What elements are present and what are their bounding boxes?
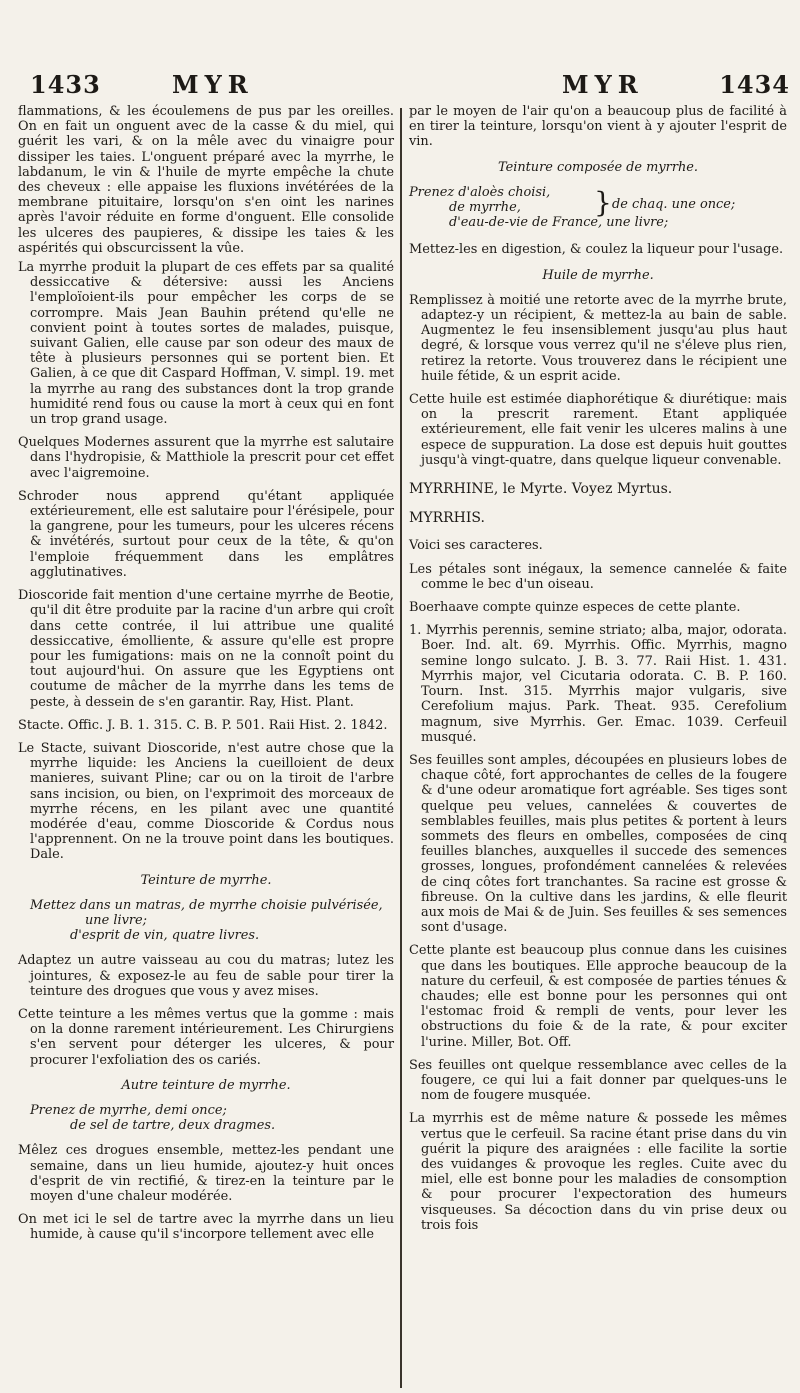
species-entry: 1. Myrrhis perennis, semine striato; alba, major, odorata. Boer. Ind. alt. 69. Myrrhis. Offic. Myrrhis, magno semine longo sulcato. J. B. 3. 77. Raii Hist. 1. 431. Myrrhis major, vel Cicutaria odorata. C. B. P. 160. Tourn. Inst. 315. Myrrhis major vulgaris, sive Cerefolium majus. Park. Theat. 935. Cerefolium magnum, sive Myrrhis. Ger. Emac. 1039. Cerfeuil musqué. <box>409 623 787 745</box>
paragraph: Schroder nous apprend qu'étant appliquée extérieurement, elle est salutaire pour l'érésipele, pour la gangrene, pour les tumeurs, pour les ulceres récens & invétérés, surtout pour ceux de la tête, & qu'on l'emploie fréquemment dans les emplâtres agglutinatives. <box>18 488 394 580</box>
recipe-line: d'eau-de-vie de France, une livre; <box>449 215 669 231</box>
recipe-line: d'esprit de vin, quatre livres. <box>70 928 260 944</box>
recipe-line: de sel de tartre, deux dragmes. <box>70 1118 276 1134</box>
recipe-heading: Autre teinture de myrrhe. <box>121 1077 291 1093</box>
recipe-lines <box>18 1103 394 1133</box>
page-number-right: 1434 <box>719 70 790 99</box>
paragraph: Les pétales sont inégaux, la semence cannelée & faite comme le bec d'un oiseau. <box>409 561 787 592</box>
paragraph: La myrrhis est de même nature & possede les mêmes vertus que le cerfeuil. Sa racine étant prise dans du vin guérit la piqure des araignées : elle facilite la sortie des vuidanges & provoque les regles. Cuite avec du miel, elle est bonne pour les maladies de consomption & pour procurer l'expectoration des humeurs visqueuses. Sa décoction dans du vin prise deux ou trois fois <box>409 1111 787 1233</box>
paragraph: Ses feuilles sont amples, découpées en plusieurs lobes de chaque côté, fort approchantes de celles de la fougere & d'une odeur aromatique fort agréable. Ses tiges sont quelque peu velues, cannelées & couvertes de semblables feuilles, mais plus petites & portent à leurs sommets des fleurs en ombelles, composées de cinq feuilles blanches, auxquelles il succede des semences grosses, longues, profondément cannelées & relevées de cinq côtes fort tranchantes. Sa racine est grosse & fibreuse. On la cultive dans les jardins, & elle fleurit aux mois de Mai & de Juin. Ses feuilles & ses semences sont d'usage. <box>409 752 787 936</box>
paragraph: Voici ses caracteres. <box>409 538 543 554</box>
recipe-line: Prenez de myrrhe, demi once; <box>30 1102 227 1118</box>
paragraph: par le moyen de l'air qu'on a beaucoup plus de facilité à en tirer la teinture, lorsqu'on vient à y ajouter l'esprit de vin. <box>409 104 787 150</box>
paragraph: Mêlez ces drogues ensemble, mettez-les pendant une semaine, dans un lieu humide, ajoutez-y huit onces d'esprit de vin rectifié, & tirez-en la teinture par le moyen d'une chaleur modérée. <box>18 1143 394 1204</box>
paragraph: Cette huile est estimée diaphorétique & diurétique: mais on la prescrit rarement. Etant appliquée extérieurement, elle fait venir les ulceres malins à une espece de suppuration. La dose est depuis huit gouttes jusqu'à vingt-quatre, dans quelque liqueur convenable. <box>409 392 787 468</box>
running-head-left: MYR <box>172 70 254 99</box>
paragraph: Adaptez un autre vaisseau au cou du matras; lutez les jointures, & exposez-le au feu de sable pour tirer la teinture des drogues que vous y avez mises. <box>18 953 394 999</box>
page-number-left: 1433 <box>30 70 101 99</box>
paragraph: Remplissez à moitié une retorte avec de la myrrhe brute, adaptez-y un récipient, & mettez-la au bain de sable. Augmentez le feu insensiblement jusqu'au plus haut degré, & lorsque vous verrez qu'il ne s'éleve plus rien, retirez la retorte. Vous trouverez dans le récipient une huile fétide, & un esprit acide. <box>409 292 787 384</box>
recipe-heading: Teinture de myrrhe. <box>140 872 272 888</box>
paragraph: On met ici le sel de tartre avec la myrrhe dans un lieu humide, à cause qu'il s'incorpore tellement avec elle <box>18 1212 394 1243</box>
recipe-heading: Teinture composée de myrrhe. <box>497 159 699 175</box>
paragraph: flammations, & les écoulemens de pus par les oreilles. On en fait un onguent avec de la casse & du miel, qui guérit les vari, & on la mêle avec du vinaigre pour dissiper les taies. L'onguent préparé avec la myrrhe, le labdanum, le vin & l'huile de myrte empêche la chute des cheveux : elle appaise les fluxions invétérées de la membrane pituitaire, lorsqu'on s'en oint les narines après l'avoir réduite en forme d'onguent. Elle consolide les ulceres des paupieres, & dissipe les taies & les aspérités qui obscurcissent la vûe. <box>18 104 394 256</box>
recipe-line: Mettez dans un matras, de myrrhe choisie pulvérisée, <box>30 897 383 913</box>
paragraph: Cette teinture a les mêmes vertus que la gomme : mais on la donne rarement intérieurement. Les Chirurgiens s'en servent pour déterger les ulceres, & pour procurer l'exfoliation des os cariés. <box>18 1006 394 1068</box>
recipe-heading: Huile de myrrhe. <box>542 267 654 283</box>
right-column <box>409 104 787 1241</box>
paragraph: Mettez-les en digestion, & coulez la liqueur pour l'usage. <box>409 242 784 258</box>
paragraph: Dioscoride fait mention d'une certaine myrrhe de Beotie, qu'il dit être produite par la racine d'un arbre qui croît dans cette contrée, il lui attribue une qualité dessiccative, émolliente, & assure qu'elle est propre pour les fumigations: mais on ne la connoît point du tout aujourd'hui. On assure que les Egyptiens ont coutume de mâcher de la myrrhe dans les tems de peste, à dessein de s'en garantir. Ray, Hist. Plant. <box>18 588 394 710</box>
recipe-quantity: de chaq. une once; <box>612 196 736 212</box>
brace-glyph: } <box>594 185 612 219</box>
paragraph: Le Stacte, suivant Dioscoride, n'est autre chose que la myrrhe liquide: les Anciens la cueilloient de deux manieres, suivant Pline; car ou on la tiroit de l'arbre sans incision, ou bien, on l'exprimoit des morceaux de myrrhe récens, en les pilant avec une quantité modérée d'eau, comme Dioscoride & Cordus nous l'apprennent. On ne la trouve point dans les boutiques. Dale. <box>18 740 394 863</box>
synonymy-entry: Stacte. Offic. J. B. 1. 315. C. B. P. 501. Raii Hist. 2. 1842. <box>18 717 388 733</box>
entry-heading: MYRRHIS. <box>409 510 485 527</box>
recipe-lines <box>18 898 394 944</box>
paragraph: Boerhaave compte quinze especes de cette plante. <box>409 600 741 616</box>
column-divider <box>400 108 402 1388</box>
paragraph: Ses feuilles ont quelque ressemblance avec celles de la fougere, ce qui lui a fait donner par quelques-uns le nom de fougere musquée. <box>409 1057 787 1104</box>
entry-heading: MYRRHINE, le Myrte. Voyez Myrtus. <box>409 481 673 498</box>
recipe-line: Prenez d'aloès choisi, <box>409 184 551 200</box>
recipe-line: de myrrhe, <box>449 200 521 216</box>
recipe-block <box>409 185 787 231</box>
running-head-right: MYR <box>562 70 644 99</box>
page-header <box>0 70 800 106</box>
paragraph: La myrrhe produit la plupart de ces effets par sa qualité dessiccative & détersive: aussi les Anciens l'emploïoient-ils pour empêcher les corps de se corrompre. Mais Jean Bauhin prétend qu'elle ne convient point à toutes sortes de malades, puisque, suivant Galien, elle cause par son odeur des maux de tête à plusieurs personnes qui se portent bien. Et Galien, à ce que dit Caspard Hoffman, V. simpl. 19. met la myrrhe au rang des substances dont la trop grande humidité rend fous ou cause la mort à ceux qui en font un trop grand usage. <box>18 260 394 428</box>
recipe-line: une livre; <box>85 912 147 928</box>
paragraph: Quelques Modernes assurent que la myrrhe est salutaire dans l'hydropisie, & Matthiole la prescrit pour cet effet avec l'aigremoine. <box>18 435 394 481</box>
paragraph: Cette plante est beaucoup plus connue dans les cuisines que dans les boutiques. Elle approche beaucoup de la nature du cerfeuil, & est composée de parties ténues & chaudes; elle est bonne pour les personnes qui ont l'estomac froid & rempli de vents, pour lever les obstructions du foie & de la rate, & pour exciter l'urine. Miller, Bot. Off. <box>409 943 787 1050</box>
left-column <box>18 104 394 1251</box>
